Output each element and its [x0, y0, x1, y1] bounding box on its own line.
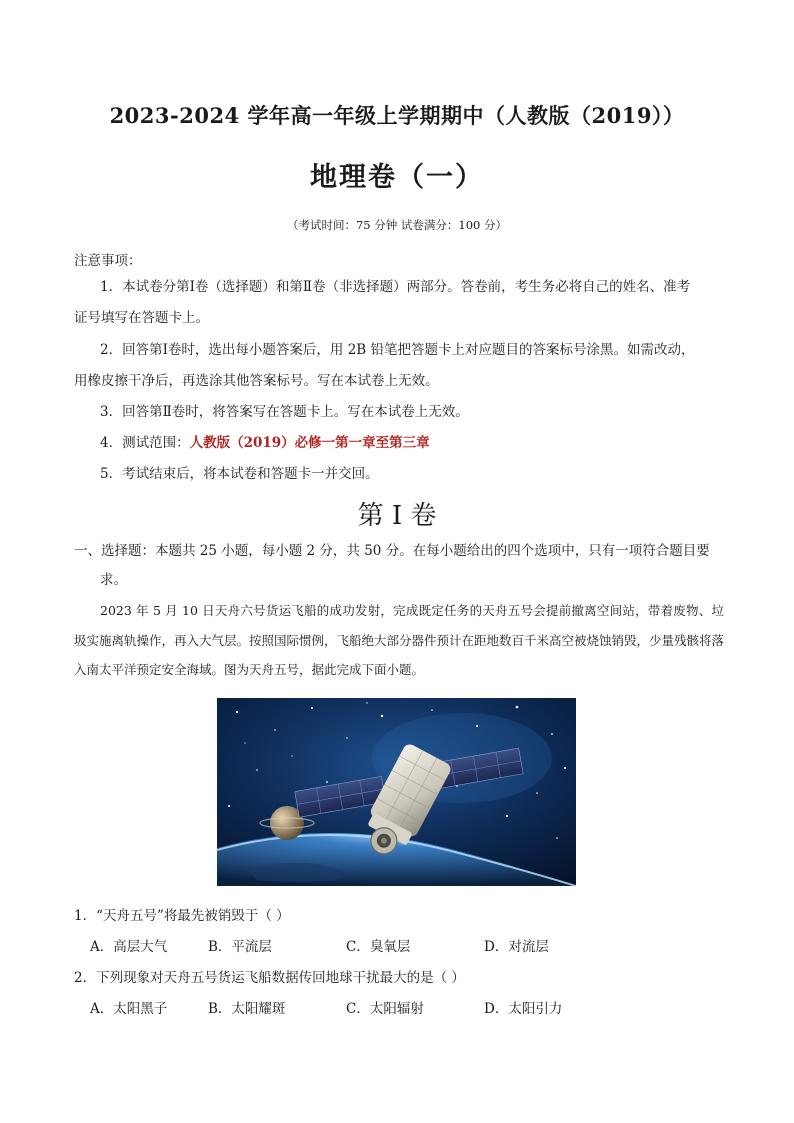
reading-passage: 2023 年 5 月 10 日天舟六号货运飞船的成功发射，完成既定任务的天舟五号会提前撤离空间站，带着废物、垃圾实施离轨操作，再入大气层。按照国际惯例，飞船绝大部分器件预计在距地数百千米高空被烧蚀销毁，少量残骸将落入南太平洋预定安全海域。图为天舟五号，据此完成下面小题。 [74, 603, 725, 677]
note-item-5-text: 5．考试结束后，将本试卷和答题卡一并交回。 [100, 466, 379, 482]
question-2-option-a: A．太阳黑子 [90, 1001, 168, 1017]
note-item-1-line-2: 证号填写在答题卡上。 [74, 310, 209, 326]
exam-subtitle: 地理卷（一） [310, 162, 484, 193]
note-item-3 [74, 397, 724, 428]
question-1-option-a: A．高层大气 [90, 939, 168, 955]
note-item-2-line-2: 用橡皮擦干净后，再选涂其他答案标号。写在本试卷上无效。 [74, 373, 439, 389]
section-description [74, 537, 724, 595]
question-1-option-c: C．臭氧层 [346, 939, 411, 955]
question-2-stem: 2．下列现象对天舟五号货运飞船数据传回地球干扰最大的是（ ） [74, 970, 465, 986]
notes-heading: 注意事项： [74, 253, 142, 269]
spacecraft-photo [217, 698, 576, 886]
question-2-option-b: B．太阳耀斑 [208, 1001, 286, 1017]
section-description-line-2: 求。 [100, 572, 127, 588]
question-1-option-b: B．平流层 [208, 939, 272, 955]
section-title: 第 I 卷 [357, 501, 437, 531]
note-item-1 [74, 272, 724, 334]
question-2-options [90, 997, 690, 1017]
note-item-5 [74, 459, 724, 490]
section-description-line-1: 一、选择题：本题共 25 小题，每小题 2 分，共 50 分。在每小题给出的四个选项中，只有一项符合题目要 [74, 543, 710, 559]
note-item-4 [74, 428, 724, 459]
exam-time-score: （考试时间：75 分钟 试卷满分：100 分） [286, 218, 508, 232]
note-item-2-line-1: 2．回答第Ⅰ卷时，选出每小题答案后，用 2B 铅笔把答题卡上对应题目的答案标号涂黑。如需改动， [100, 342, 695, 358]
question-2-option-d: D．太阳引力 [484, 1001, 563, 1017]
note-item-2 [74, 335, 724, 397]
question-1-options [90, 935, 690, 955]
note-item-1-line-1: 1．本试卷分第Ⅰ卷（选择题）和第Ⅱ卷（非选择题）两部分。答卷前，考生务必将自己的姓名、准考 [100, 279, 691, 295]
question-2-option-c: C．太阳辐射 [346, 1001, 424, 1017]
note-item-4-prefix: 4．测试范围： [100, 435, 190, 451]
question-1-stem: 1．“天舟五号”将最先被销毁于（ ） [74, 908, 290, 924]
exam-title: 2023-2024 学年高一年级上学期期中（人教版（2019）） [109, 103, 685, 128]
question-1-option-d: D．对流层 [484, 939, 549, 955]
note-item-3-text: 3．回答第Ⅱ卷时，将答案写在答题卡上。写在本试卷上无效。 [100, 404, 469, 420]
test-scope: 人教版（2019）必修一第一章至第三章 [189, 435, 430, 451]
